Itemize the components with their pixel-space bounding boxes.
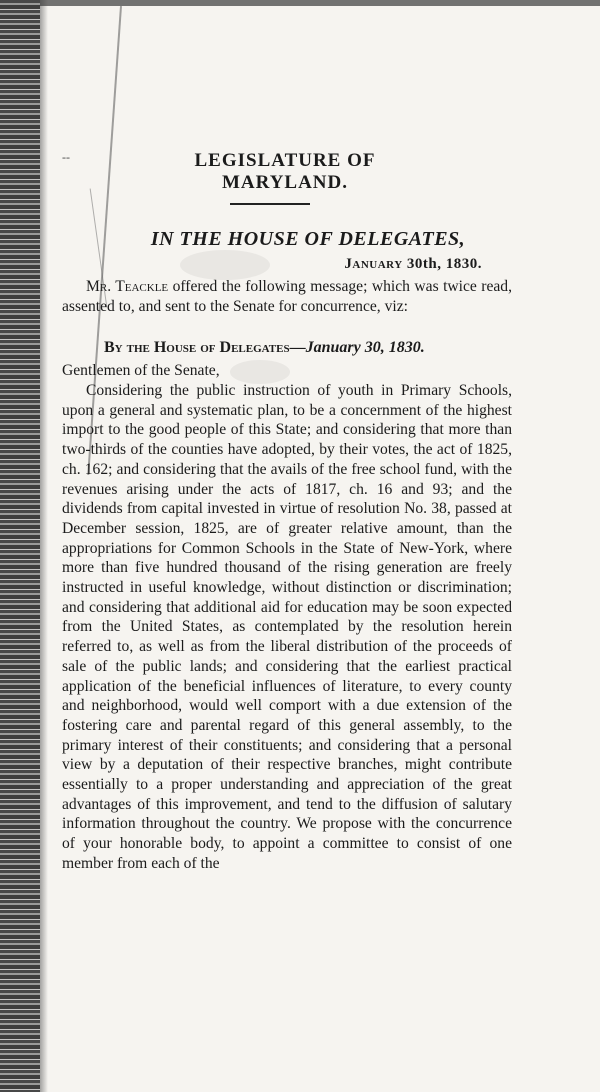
binding-shadow — [40, 0, 48, 1092]
byline-date: January 30, 1830. — [305, 339, 425, 356]
message-body: Considering the public instruction of youth in Primary Schools, upon a general and systematic plan, to be a concernment of the highest import to the good people of this State; and considering that more than two-thirds of the counties have adopted, by their votes, the act of 1825, ch. 162; and considering that the avails of the free school fund, with the revenues arising under the acts of 1817, ch. 16 and 93; and the dividends from capital invested in virtue of resolution No. 38, passed at December session, 1825, are of greater relative amount, than the appropriations for Common Schools in the State of New-York, where more than five hundred thousand of the rising generation are freely instructed in useful knowledge, without distinction or discrimination; and considering that additional aid for education may be soon expected from the United States, as contemplated by the resolution herein referred to, as well as from the liberal distribution of the proceeds of sale of the public lands; and considering that the earliest practical application of the beneficial influences of literature, to every county and neighborhood, would well comport with a due extension of the fostering care and parental regard of this general assembly, to the primary interest of their constituents; and considering that a personal view by a deputation of their respective branches, might contribute essentially to a proper understanding and appreciation of the great advantages of this improvement, and tend to the diffusion of salutary information throughout the country. We propose with the concurrence of your honorable body, to appoint a committee to consist of one member from each of the — [62, 382, 512, 872]
book-binding — [0, 0, 40, 1092]
page-title: LEGISLATURE OF MARYLAND. — [194, 150, 376, 193]
margin-mark: ‑‑ — [62, 150, 70, 164]
paper-smudge — [180, 250, 270, 280]
message-byline — [104, 339, 494, 357]
house-heading: IN THE HOUSE OF DELEGATES, — [150, 228, 466, 250]
byline-prefix: By the House of Delegates — [104, 339, 290, 356]
top-edge — [40, 0, 600, 6]
date-rest: 30th, 1830. — [402, 256, 482, 272]
intro-text: offered the following message; which was twice read, assented to, and sent to the Senate for concurrence, viz: — [62, 278, 512, 315]
date-month: January — [344, 256, 403, 272]
byline-dash: — — [289, 339, 306, 356]
title-divider — [230, 203, 310, 205]
date-heading — [344, 256, 482, 273]
intro-paragraph — [62, 277, 512, 316]
intro-speaker: Mr. Teackle — [86, 278, 169, 295]
salutation: Gentlemen of the Senate, — [62, 362, 220, 379]
